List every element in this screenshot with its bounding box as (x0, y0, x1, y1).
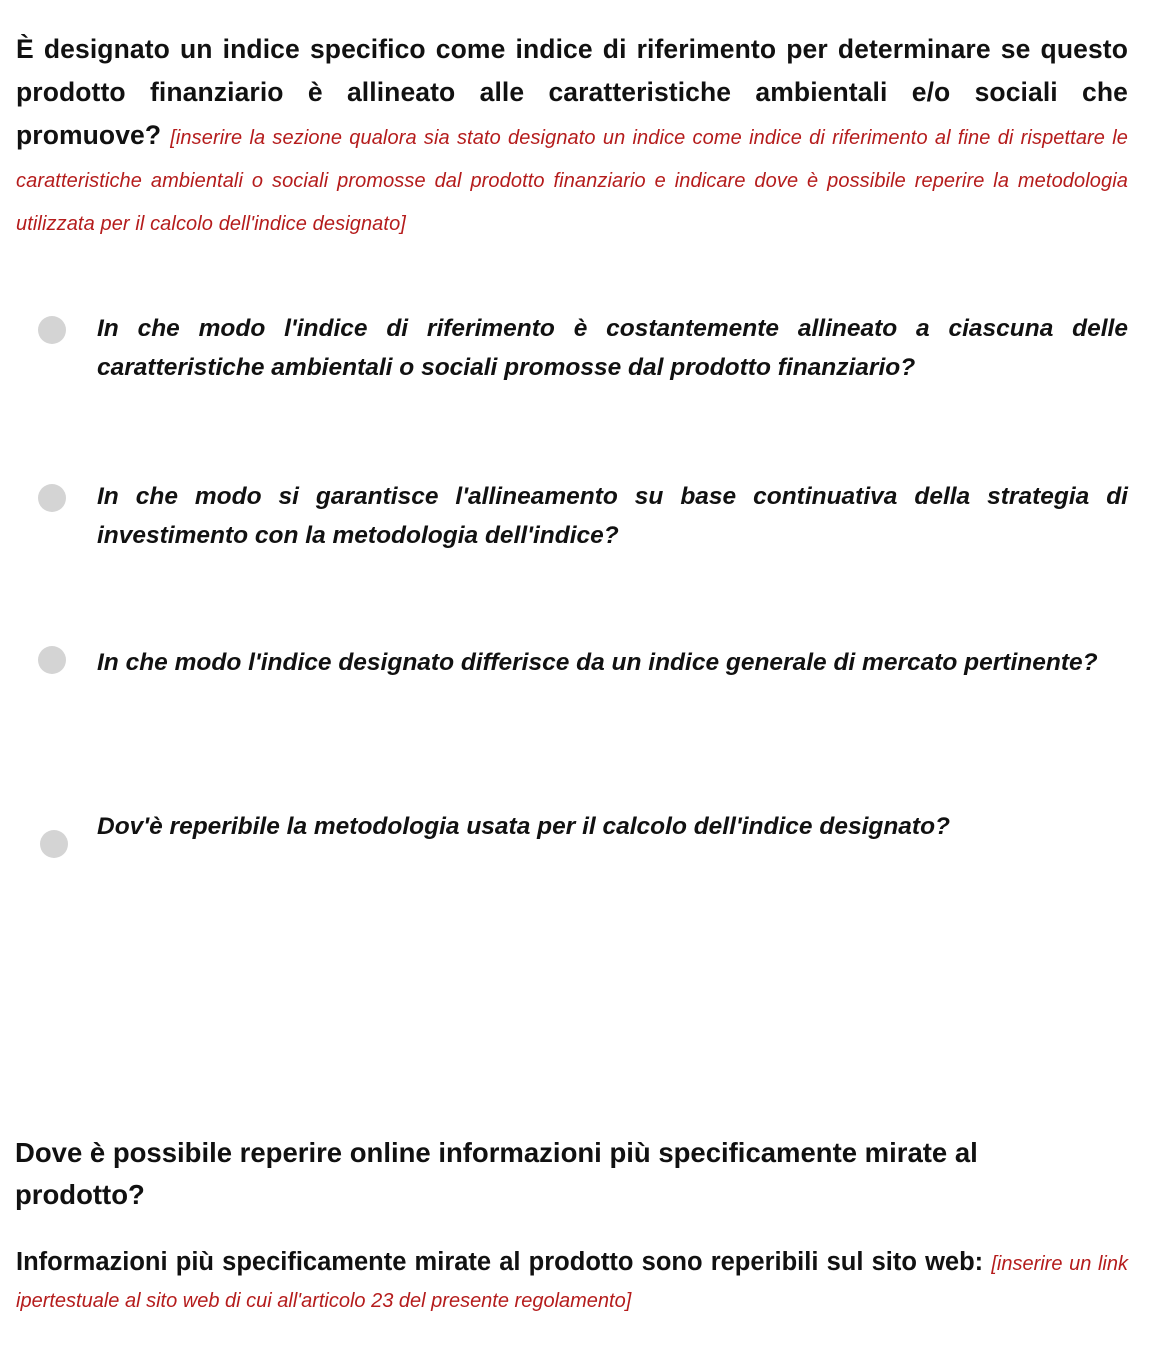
bullet-icon (38, 484, 66, 512)
bullet-icon (38, 646, 66, 674)
online-info-title: Dove è possibile reperire online informazioni più specificamente mirate al prodotto? (15, 1137, 978, 1210)
benchmark-instruction-note: [inserire la sezione qualora sia stato designato un indice come indice di riferimento al fine di rispettare le caratteristiche ambientali o sociali promosse dal prodotto finanziario e indicare dove è possibile reperire la metodologia utilizzata per il calcolo dell'indice designato] (16, 127, 1128, 235)
sub-question-alignment: In che modo l'indice di riferimento è costantemente allineato a ciascuna delle caratteristiche ambientali o sociali promosse dal prodotto finanziario? (97, 315, 1128, 381)
benchmark-question (16, 28, 1128, 243)
bullet-icon (38, 316, 66, 344)
sub-question-methodology: Dov'è reperibile la metodologia usata per il calcolo dell'indice designato? (97, 813, 951, 840)
bullet-icon (40, 830, 68, 858)
benchmark-question-text: È designato un indice specifico come indice di riferimento per determinare se questo prodotto finanziario è allineato alle caratteristiche ambientali e/o sociali che promuove? (16, 34, 1128, 150)
sub-question-index-difference: In che modo l'indice designato differisce da un indice generale di mercato pertinente? (97, 649, 1098, 676)
online-info-statement (16, 1244, 1128, 1318)
online-info-text: Informazioni più specificamente mirate al prodotto sono reperibili sul sito web: (16, 1248, 984, 1276)
sub-question-continuous-alignment: In che modo si garantisce l'allineamento su base continuativa della strategia di investimento con la metodologia dell'indice? (97, 483, 1128, 549)
online-info-instruction-note: [inserire un link ipertestuale al sito web di cui all'articolo 23 del presente regolamento] (16, 1253, 1128, 1312)
